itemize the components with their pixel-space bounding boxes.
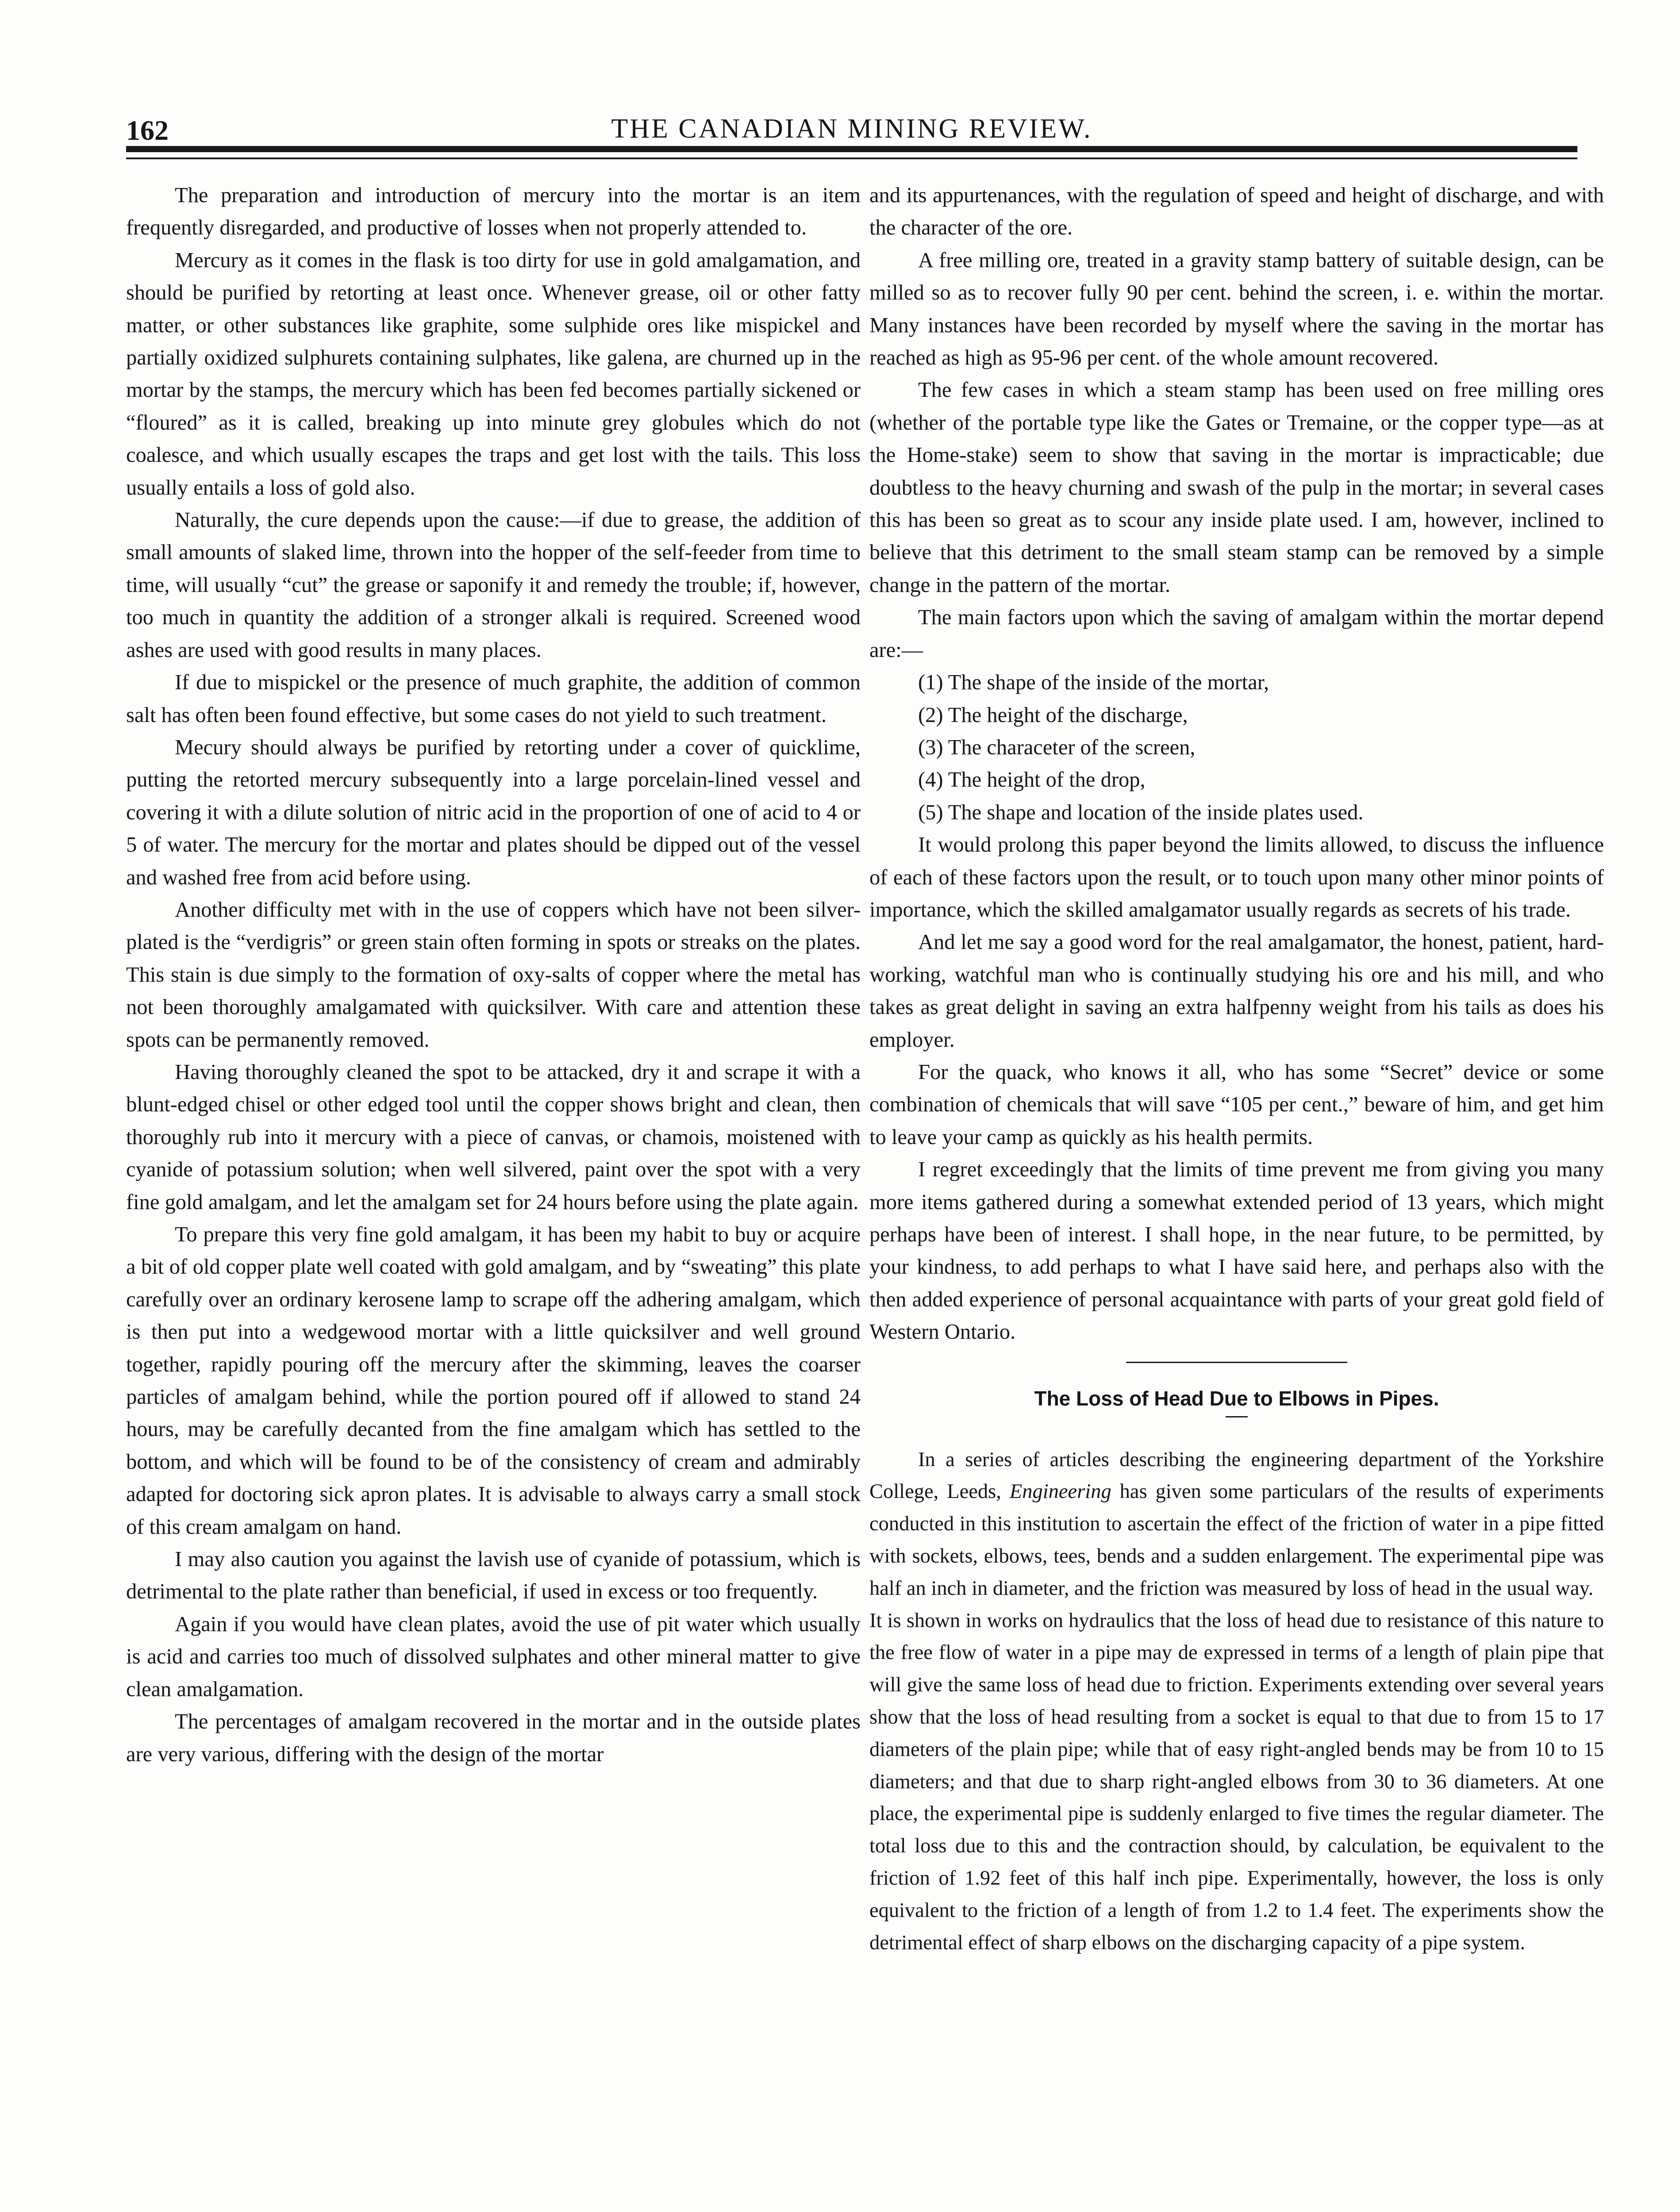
header-rule-thick <box>126 146 1577 152</box>
factor-list-item: (2) The height of the discharge, <box>918 703 1188 727</box>
section-divider <box>1126 1362 1347 1363</box>
paragraph: A free milling ore, treated in a gravity stamp battery of suitable design, can be milled so as to recover fully 90 per cent. behind the screen, i. e. within the mortar. Many instances have been recorded by myself where the saving in the mortar has reached as high as 95-96 per cent. of the whole amount recovered. <box>869 248 1604 370</box>
factor-list-item: (3) The characeter of the screen, <box>918 735 1196 759</box>
header-rule-thin <box>126 157 1577 159</box>
title-dash <box>1226 1416 1248 1417</box>
page-number: 162 <box>126 115 169 146</box>
paragraph: Mecury should always be purified by retorting under a cover of quicklime, putting the retorted mercury subsequently into a large porcelain-lined vessel and covering it with a dilute solution of nitric acid in the proportion of one of acid to 4 or 5 of water. The mercury for the mortar and plates should be dipped out of the vessel and washed free from acid before using. <box>126 735 861 889</box>
left-column <box>126 179 861 1770</box>
paragraph: For the quack, who knows it all, who has some “Secret” device or some combination of chemicals that will save “105 per cent.,” beware of him, and get him to leave your camp as quickly as his health permits. <box>869 1060 1604 1149</box>
factor-list-item: (4) The height of the drop, <box>918 768 1146 792</box>
factor-list-item: (5) The shape and location of the inside plates used. <box>918 800 1364 824</box>
paragraph: The few cases in which a steam stamp has been used on free milling ores (whether of the portable type like the Gates or Tremaine, or the copper type—as at the Home-stake) seem to show that saving in the mortar is impracticable; due doubtless to the heavy churning and swash of the pulp in the mortar; in several cases this has been so great as to scour any inside plate used. I am, however, inclined to believe that this detriment to the small steam stamp can be removed by a simple change in the pattern of the mortar. <box>869 378 1604 597</box>
article-body <box>869 1444 1604 1959</box>
paragraph: The percentages of amalgam recovered in the mortar and in the outside plates are very various, differing with the design of the mortar <box>126 1710 861 1766</box>
page-header <box>126 106 1577 150</box>
paragraph: I regret exceedingly that the limits of time prevent me from giving you many more items gathered during a somewhat extended period of 13 years, which might perhaps have been of interest. I shall hope, in the near future, to be permitted, by your kindness, to add perhaps to what I have said here, and perhaps also with the then added experience of personal acquaintance with parts of your great gold field of Western Ontario. <box>869 1158 1604 1344</box>
article-paragraph: It is shown in works on hydraulics that the loss of head due to resistance of this nature to the free flow of water in a pipe may de expressed in terms of a length of plain pipe that will give the same loss of head due to friction. Experiments extending over several years show that the loss of head resulting from a socket is equal to that due to from 15 to 17 diameters of the plain pipe; while that of easy right-angled bends may be from 10 to 15 diameters; and that due to sharp right-angled elbows from 30 to 36 diameters. At one place, the experimental pipe is suddenly enlarged to five times the regular diameter. The total loss due to this and the contraction should, by calculation, be equivalent to the friction of 1.92 feet of this half inch pipe. Experimentally, however, the loss is only equivalent to the friction of a length of from 1.2 to 1.4 feet. The experiments show the detrimental effect of sharp elbows on the discharging capacity of a pipe system. <box>869 1609 1604 1954</box>
paragraph: Again if you would have clean plates, avoid the use of pit water which usually is acid and carries too much of dissolved sulphates and other mineral matter to give clean amalgamation. <box>126 1612 861 1701</box>
paragraph: If due to mispickel or the presence of much graphite, the addition of common salt has often been found effective, but some cases do not yield to such treatment. <box>126 671 861 727</box>
paragraph: Another difficulty met with in the use of coppers which have not been silver-plated is the “verdigris” or green stain often forming in spots or streaks on the plates. This stain is due simply to the formation of oxy-salts of copper where the metal has not been thoroughly amalgamated with quicksilver. With care and attention these spots can be permanently removed. <box>126 898 861 1052</box>
paragraph: I may also caution you against the lavish use of cyanide of potassium, which is detrimental to the plate rather than beneficial, if used in excess or too frequently. <box>126 1548 861 1604</box>
factor-list-item: (1) The shape of the inside of the mortar, <box>918 671 1269 695</box>
continued-paragraph: and its appurtenances, with the regulation of speed and height of discharge, and with the character of the ore. <box>869 184 1604 240</box>
paragraph: And let me say a good word for the real amalgamator, the honest, patient, hard-working, watchful man who is continually studying his ore and his mill, and who takes as great delight in saving an extra halfpenny weight from his tails as does his employer. <box>869 930 1604 1052</box>
paragraph: The preparation and introduction of mercury into the mortar is an item frequently disregarded, and productive of losses when not properly attended to. <box>126 184 861 240</box>
paragraph: The main factors upon which the saving of amalgam within the mortar depend are:— <box>869 606 1604 662</box>
paragraph: Mercury as it comes in the flask is too dirty for use in gold amalgamation, and should be purified by retorting at least once. Whenever grease, oil or other fatty matter, or other substances like graphite, some sulphide ores like mispickel and partially oxidized sulphurets containing sulphates, like galena, are churned up in the mortar by the stamps, the mercury which has been fed becomes partially sickened or “floured” as it is called, breaking up into minute grey globules which do not coalesce, and which usually escapes the traps and get lost with the tails. This loss usually entails a loss of gold also. <box>126 248 861 499</box>
journal-name: Engineering <box>1009 1480 1111 1503</box>
article-text: In a series of articles describing the engineering department of the Yorkshire College, Leeds, <box>869 1448 1604 1503</box>
paragraph: Naturally, the cure depends upon the cause:—if due to grease, the addition of small amounts of slaked lime, thrown into the hopper of the self-feeder from time to time, will usually “cut” the grease or saponify it and remedy the trouble; if, however, too much in quantity the addition of a stronger alkali is required. Screened wood ashes are used with good results in many places. <box>126 508 861 662</box>
paragraph: Having thoroughly cleaned the spot to be attacked, dry it and scrape it with a blunt-edged chisel or other edged tool until the copper shows bright and clean, then thoroughly rub into it mercury with a piece of canvas, or chamois, moistened with cyanide of potassium solution; when well silvered, paint over the spot with a very fine gold amalgam, and let the amalgam set for 24 hours before using the plate again. <box>126 1060 861 1214</box>
paragraph: It would prolong this paper beyond the limits allowed, to discuss the influence of each of these factors upon the result, or to touch upon many other minor points of importance, which the skilled amalgamator usually regards as secrets of his trade. <box>869 833 1604 922</box>
article-text: has given some particulars of the results of experiments conducted in this institution to ascertain the effect of the friction of water in a pipe fitted with sockets, elbows, tees, bends and a sudden enlargement. The experimental pipe was half an inch in diameter, and the friction was measured by loss of head in the usual way. <box>869 1480 1604 1600</box>
article-title: The Loss of Head Due to Elbows in Pipes. <box>1034 1386 1439 1410</box>
article-paragraph <box>869 1444 1604 1605</box>
paragraph: To prepare this very fine gold amalgam, it has been my habit to buy or acquire a bit of old copper plate well coated with gold amalgam, and by “sweating” this plate carefully over an ordinary kerosene lamp to scrape off the adhering amalgam, which is then put into a wedgewood mortar with a little quicksilver and well ground together, rapidly pouring off the mercury after the skimming, leaves the coarser particles of amalgam behind, while the portion poured off if allowed to stand 24 hours, may be carefully decanted from the fine amalgam which has settled to the bottom, and which will be found to be of the consistency of cream and admirably adapted for doctoring sick apron plates. It is advisable to always carry a small stock of this cream amalgam on hand. <box>126 1223 861 1539</box>
right-column <box>869 179 1604 1959</box>
running-title: THE CANADIAN MINING REVIEW. <box>611 114 1092 144</box>
